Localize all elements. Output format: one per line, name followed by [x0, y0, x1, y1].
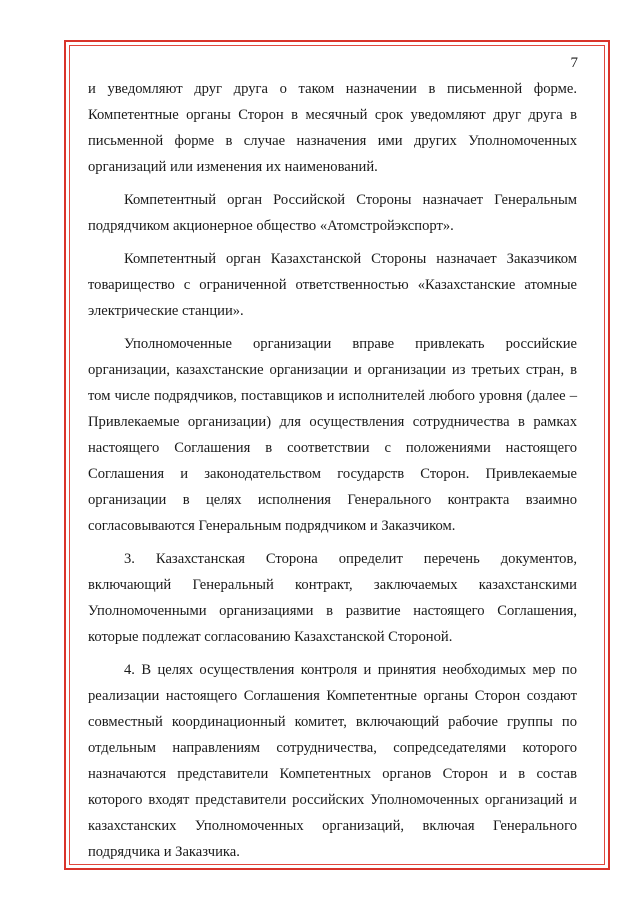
- page-number: 7: [570, 55, 578, 71]
- paragraph-1: и уведомляют друг друга о таком назначении в письменной форме. Компетентные органы Сторон в месячный срок уведомляют друг друга в письменной форме в случае назначения ими других Уполномоченных организаций или изменения их наименований.: [88, 81, 577, 175]
- paragraph-4: Уполномоченные организации вправе привлекать российские организации, казахстанские организации и организации из третьих стран, в том числе подрядчиков, поставщиков и исполнителей любого уровня (далее – Привлекаемые организации) для осуществления сотрудничества в рамках настоящего Соглашения в соответствии с положениями настоящего Соглашения и законодательством государств Сторон. Привлекаемые организации в целях исполнения Генерального контракта взаимно согласовываются Генеральным подрядчиком и Заказчиком.: [88, 336, 577, 534]
- paragraph-2: Компетентный орган Российской Стороны назначает Генеральным подрядчиком акционерное общество «Атомстройэкспорт».: [88, 192, 577, 234]
- document-body: [88, 76, 577, 872]
- paragraph-3: Компетентный орган Казахстанской Стороны назначает Заказчиком товарищество с ограниченной ответственностью «Казахстанские атомные электрические станции».: [88, 251, 577, 319]
- paragraph-6: 4. В целях осуществления контроля и принятия необходимых мер по реализации настоящего Соглашения Компетентные органы Сторон создают совместный координационный комитет, включающий рабочие группы по отдельным направлениям сотрудничества, сопредседателями которого назначаются представители Компетентных органов Сторон и в состав которого входят представители российских Уполномоченных организаций и казахстанских Уполномоченных организаций, включая Генерального подрядчика и Заказчика.: [88, 662, 577, 860]
- paragraph-5: 3. Казахстанская Сторона определит перечень документов, включающий Генеральный контракт, заключаемых казахстанскими Уполномоченными организациями в развитие настоящего Соглашения, которые подлежат согласованию Казахстанской Стороной.: [88, 551, 577, 645]
